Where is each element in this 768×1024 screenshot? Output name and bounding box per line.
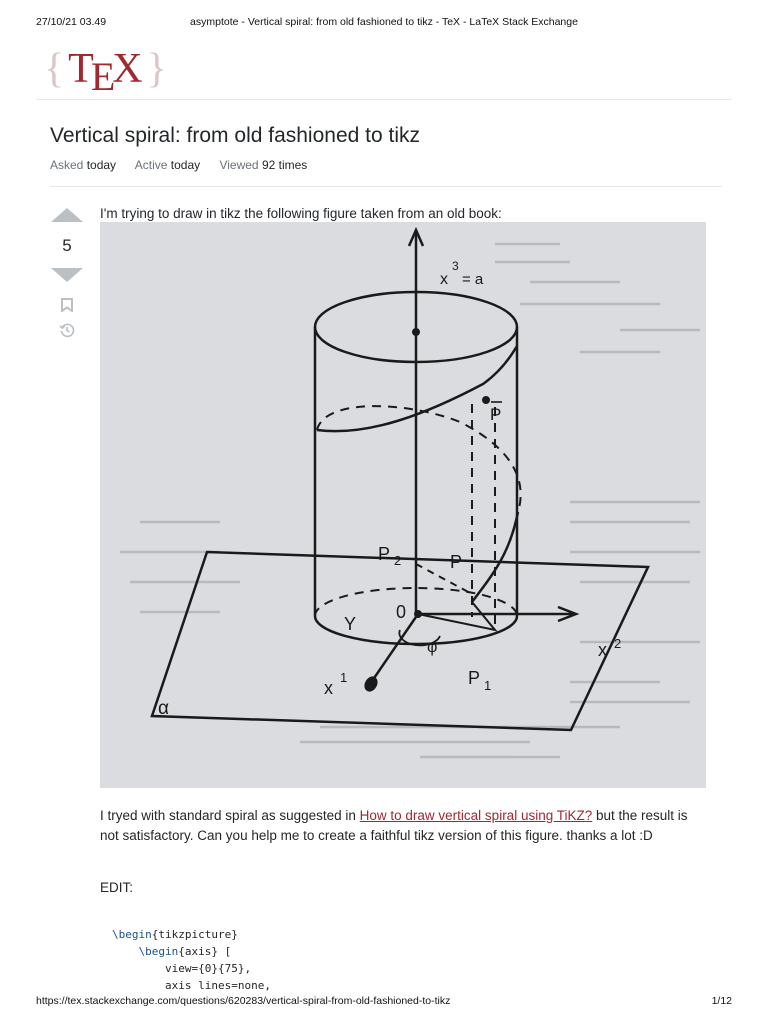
spiral-figure-drawing bbox=[100, 222, 706, 788]
post-intro-text: I'm trying to draw in tikz the following figure taken from an old book: bbox=[100, 206, 502, 221]
book-figure-image bbox=[100, 222, 706, 788]
code-line bbox=[112, 960, 712, 977]
logo-letter-e: E bbox=[90, 54, 116, 99]
code-text: {tikzpicture} bbox=[151, 928, 238, 941]
label-alpha: α bbox=[158, 698, 169, 719]
upvote-arrow-icon[interactable] bbox=[51, 208, 83, 222]
history-icon[interactable] bbox=[59, 322, 75, 338]
label-x1-sup: 1 bbox=[340, 670, 348, 685]
label-phi: φ bbox=[427, 639, 438, 656]
viewed-label: Viewed bbox=[219, 158, 259, 172]
code-text: view={0}{75}, bbox=[164, 962, 252, 975]
print-url: https://tex.stackexchange.com/questions/620283/vertical-spiral-from-old-fashioned-to-tikz bbox=[36, 995, 451, 1007]
label-x3-sup: 3 bbox=[452, 259, 459, 273]
label-p-bar: P bbox=[490, 405, 502, 424]
print-footer bbox=[36, 995, 732, 1009]
logo-letter-x: X bbox=[112, 46, 143, 92]
label-x3: x bbox=[440, 271, 448, 288]
base-triangle bbox=[418, 602, 495, 630]
code-line bbox=[112, 926, 712, 943]
label-p1: P bbox=[468, 668, 481, 688]
axis-x1 bbox=[370, 614, 418, 684]
code-block[interactable] bbox=[112, 926, 712, 994]
label-x2-sup: 2 bbox=[614, 636, 622, 651]
top-center-dot bbox=[413, 329, 419, 335]
code-keyword: \begin bbox=[138, 945, 179, 958]
active-label: Active bbox=[134, 158, 168, 172]
bleed-through-text bbox=[120, 244, 700, 757]
asked-value: today bbox=[86, 158, 117, 172]
viewed-value: 92 times bbox=[261, 158, 308, 172]
site-logo[interactable] bbox=[44, 44, 180, 99]
vote-count: 5 bbox=[62, 236, 72, 255]
label-p: P bbox=[450, 552, 463, 572]
code-text: axis lines=none, bbox=[164, 979, 271, 992]
edit-heading: EDIT: bbox=[100, 880, 134, 895]
vote-column bbox=[50, 208, 84, 338]
label-p2-sub: 2 bbox=[394, 553, 402, 568]
meta-divider bbox=[50, 186, 722, 187]
asked-label: Asked bbox=[50, 158, 84, 172]
label-gamma: Y bbox=[344, 614, 357, 634]
code-line bbox=[112, 977, 712, 994]
active-value[interactable]: today bbox=[170, 158, 201, 172]
label-x1: x bbox=[324, 678, 333, 698]
header-divider bbox=[36, 99, 732, 100]
downvote-arrow-icon[interactable] bbox=[51, 268, 83, 282]
label-p1-sub: 1 bbox=[484, 678, 492, 693]
label-x3-eq: = a bbox=[462, 271, 484, 288]
label-origin: 0 bbox=[396, 602, 407, 622]
related-question-link[interactable]: How to draw vertical spiral using TiKZ? bbox=[359, 808, 593, 823]
followup-text-end: but the result is not satisfactory. Can you help me to create a faithful tikz version of this figure. thanks a lot :D bbox=[100, 808, 688, 843]
print-date: 27/10/21 03.49 bbox=[36, 16, 107, 28]
logo-letter-t: T bbox=[68, 46, 94, 92]
code-keyword: \begin bbox=[112, 928, 152, 941]
label-p2: P bbox=[378, 544, 391, 564]
question-title[interactable]: Vertical spiral: from old fashioned to tikz bbox=[50, 124, 421, 147]
print-header bbox=[36, 16, 732, 30]
post-body bbox=[100, 204, 710, 224]
label-x2: x bbox=[598, 640, 607, 660]
question-meta bbox=[50, 158, 307, 172]
followup-text-start: I tryed with standard spiral as suggested in bbox=[100, 808, 360, 823]
figure-labels bbox=[158, 259, 621, 719]
logo-brace-open: { bbox=[44, 46, 65, 92]
code-text: {axis} [ bbox=[178, 945, 232, 958]
code-line bbox=[112, 943, 712, 960]
post-followup-text bbox=[100, 806, 710, 846]
logo-brace-close: } bbox=[146, 46, 167, 92]
print-document-title: asymptote - Vertical spiral: from old fashioned to tikz - TeX - LaTeX Stack Exchange bbox=[190, 16, 578, 28]
print-page-number: 1/12 bbox=[711, 995, 732, 1007]
bookmark-icon[interactable] bbox=[61, 298, 73, 312]
logo-wordmark bbox=[64, 46, 146, 99]
